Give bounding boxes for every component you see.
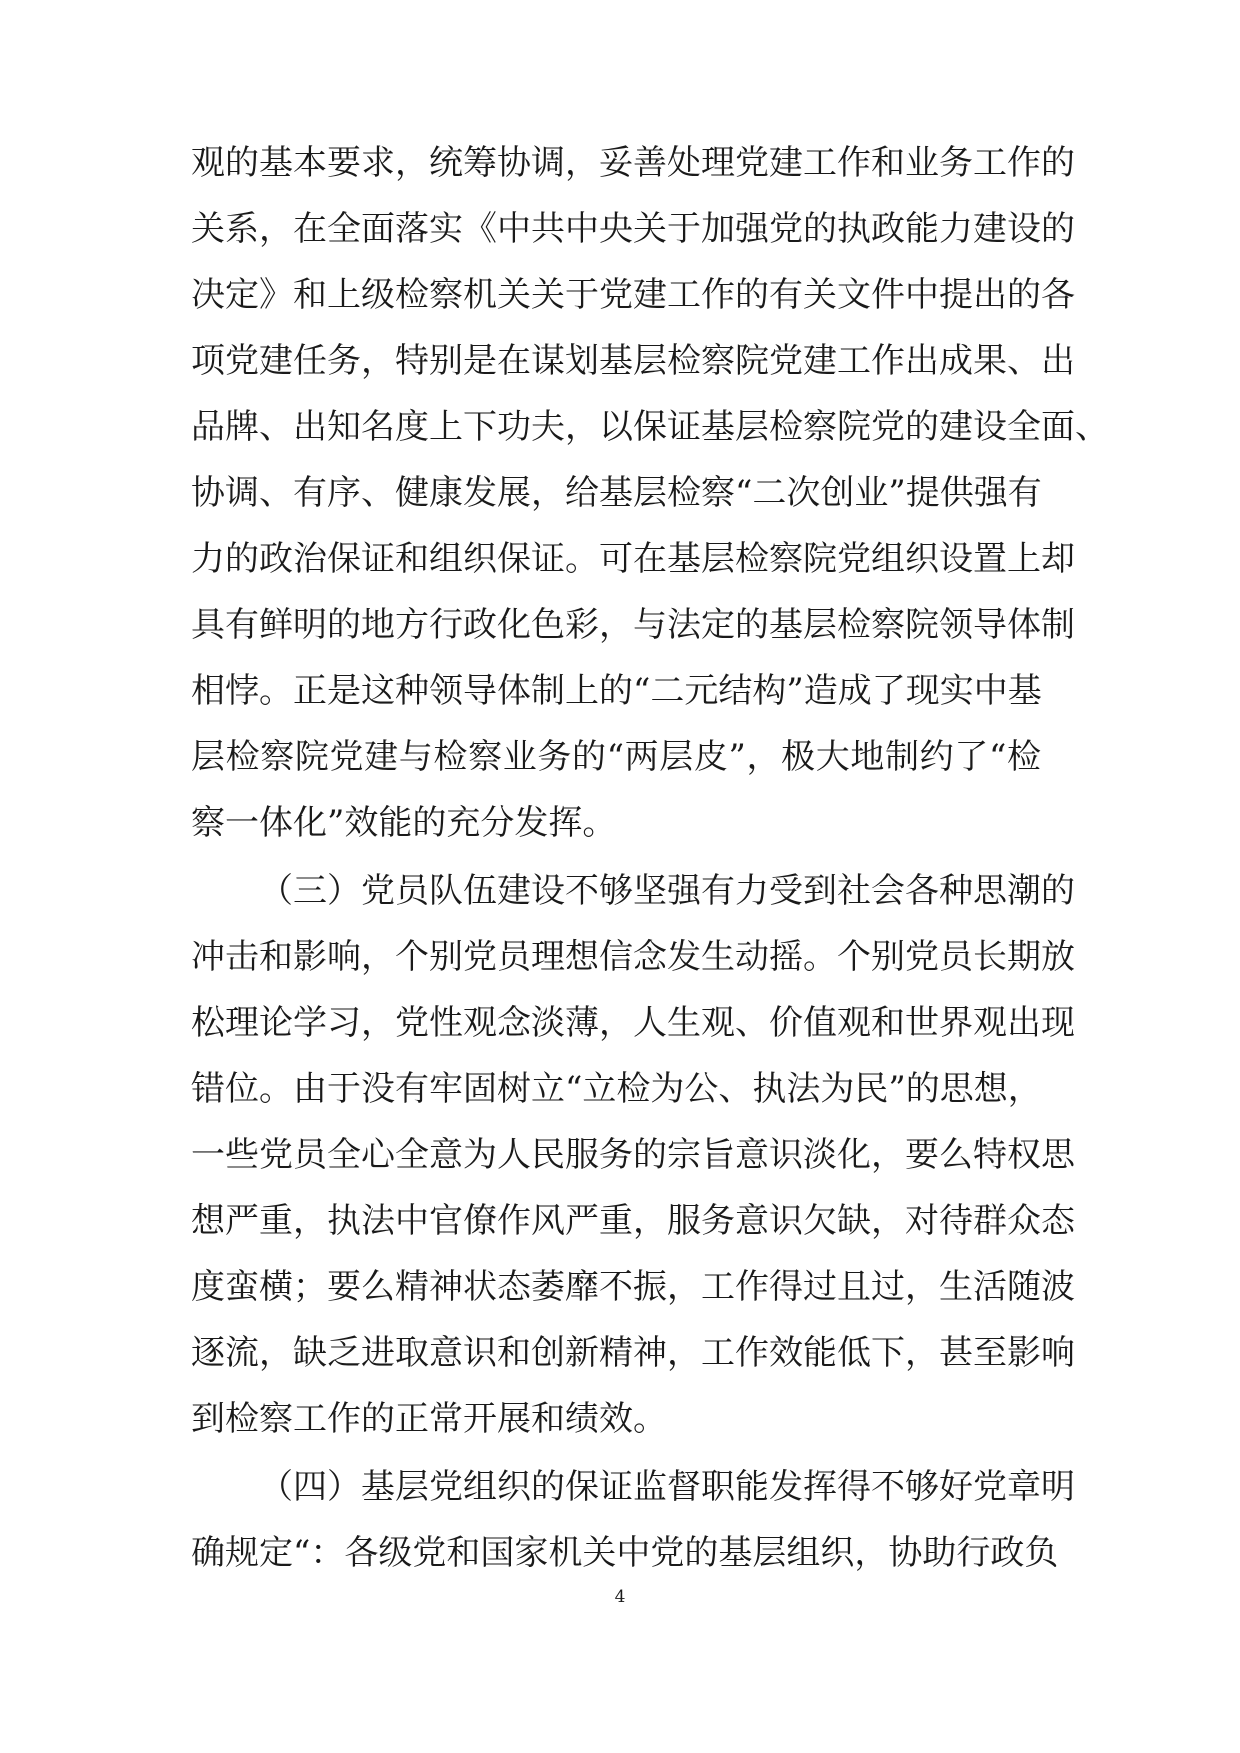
body-line: 错位。由于没有牢固树立“立检为公、执法为民”的思想， (191, 1069, 1042, 1109)
body-line: 度蛮横；要么精神状态萎靡不振，工作得过且过，生活随波 (191, 1267, 1075, 1307)
body-line: 冲击和影响，个别党员理想信念发生动摇。个别党员长期放 (191, 937, 1075, 977)
body-line: 力的政治保证和组织保证。可在基层检察院党组织设置上却 (191, 539, 1075, 579)
body-line: 一些党员全心全意为人民服务的宗旨意识淡化，要么特权思 (191, 1135, 1075, 1175)
body-line: 品牌、出知名度上下功夫，以保证基层检察院党的建设全面、 (191, 407, 1109, 447)
body-line: 项党建任务，特别是在谋划基层检察院党建工作出成果、出 (191, 341, 1075, 381)
body-line: 协调、有序、健康发展，给基层检察“二次创业”提供强有 (191, 473, 1042, 513)
body-line: 察一体化”效能的充分发挥。 (191, 803, 617, 843)
body-line: 想严重，执法中官僚作风严重，服务意识欠缺，对待群众态 (191, 1201, 1075, 1241)
body-line: 相悖。正是这种领导体制上的“二元结构”造成了现实中基 (191, 671, 1042, 711)
body-line: 观的基本要求，统筹协调，妥善处理党建工作和业务工作的 (191, 143, 1075, 183)
section-heading-line: （四）基层党组织的保证监督职能发挥得不够好党章明 (259, 1467, 1075, 1507)
body-line: 关系，在全面落实《中共中央关于加强党的执政能力建设的 (191, 209, 1075, 249)
body-line: 到检察工作的正常开展和绩效。 (191, 1399, 667, 1439)
body-line: 决定》和上级检察机关关于党建工作的有关文件中提出的各 (191, 275, 1075, 315)
page-number: 4 (614, 1587, 626, 1607)
body-line: 松理论学习，党性观念淡薄，人生观、价值观和世界观出现 (191, 1003, 1075, 1043)
body-line: 层检察院党建与检察业务的“两层皮”，极大地制约了“检 (191, 737, 1041, 777)
body-line: 逐流，缺乏进取意识和创新精神，工作效能低下，甚至影响 (191, 1333, 1075, 1373)
body-line: 确规定“：各级党和国家机关中党的基层组织，协助行政负 (191, 1533, 1059, 1573)
body-line: 具有鲜明的地方行政化色彩，与法定的基层检察院领导体制 (191, 605, 1075, 645)
section-heading-line: （三）党员队伍建设不够坚强有力受到社会各种思潮的 (259, 871, 1075, 911)
